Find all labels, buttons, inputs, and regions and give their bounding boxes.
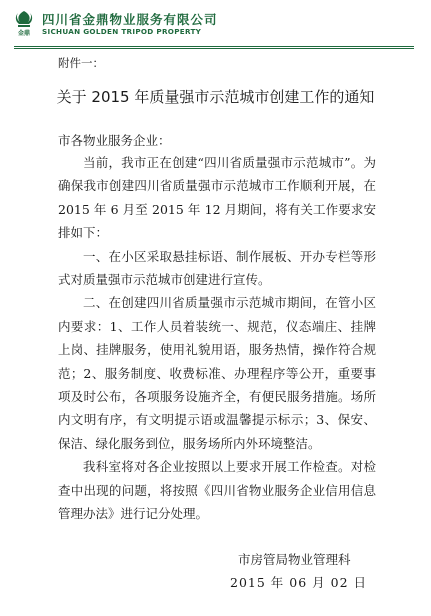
header-divider	[14, 46, 414, 47]
document-date: 2015 年 06 月 02 日	[230, 575, 367, 590]
paragraph-closing: 我科室将对各企业按照以上要求开展工作检查。对检查中出现的问题，将按照《四川省物业服务企业信用信息管理办法》进行记分处理。	[58, 459, 376, 522]
paragraph-item-2: 二、在创建四川省质量强市示范城市期间，在管小区内要求：1、工作人员着装统一、规范，仪态端庄、挂牌上岗、挂牌服务，使用礼貌用语，服务热情，操作符合规范；2、服务制度、收费标准、办理程序等公开，重要事项及时公布，各项服务设施齐全，有便民服务措施。场所内文明有序，有文明提示语或温馨提示标示；3、保安、保洁、绿化服务到位，服务场所内外环境整洁。	[58, 295, 376, 451]
logo-text: 金鼎	[17, 30, 31, 37]
document-body	[58, 151, 376, 526]
tripod-logo-icon	[14, 10, 34, 38]
paragraph-intro: 当前，我市正在创建“四川省质量强市示范城市”。为确保我市创建四川省质量强市示范城市工作顺利开展，在 2015 年 6 月至 2015 年 12 月期间，将有关工作要求安排如下：	[58, 155, 376, 241]
document-title: 关于 2015 年质量强市示范城市创建工作的通知	[56, 88, 375, 106]
attachment-label: 附件一：	[58, 56, 104, 70]
company-name-cn: 四川省金鼎物业服务有限公司	[42, 12, 218, 27]
signer: 市房管局物业管理科	[238, 552, 351, 567]
salutation: 市各物业服务企业：	[58, 133, 171, 148]
letterhead	[14, 8, 414, 44]
company-name-en: SICHUAN GOLDEN TRIPOD PROPERTY	[42, 27, 202, 36]
paragraph-item-1: 一、在小区采取悬挂标语、制作展板、开办专栏等形式对质量强市示范城市创建进行宣传。	[58, 248, 376, 288]
header-divider-thin	[14, 48, 414, 49]
